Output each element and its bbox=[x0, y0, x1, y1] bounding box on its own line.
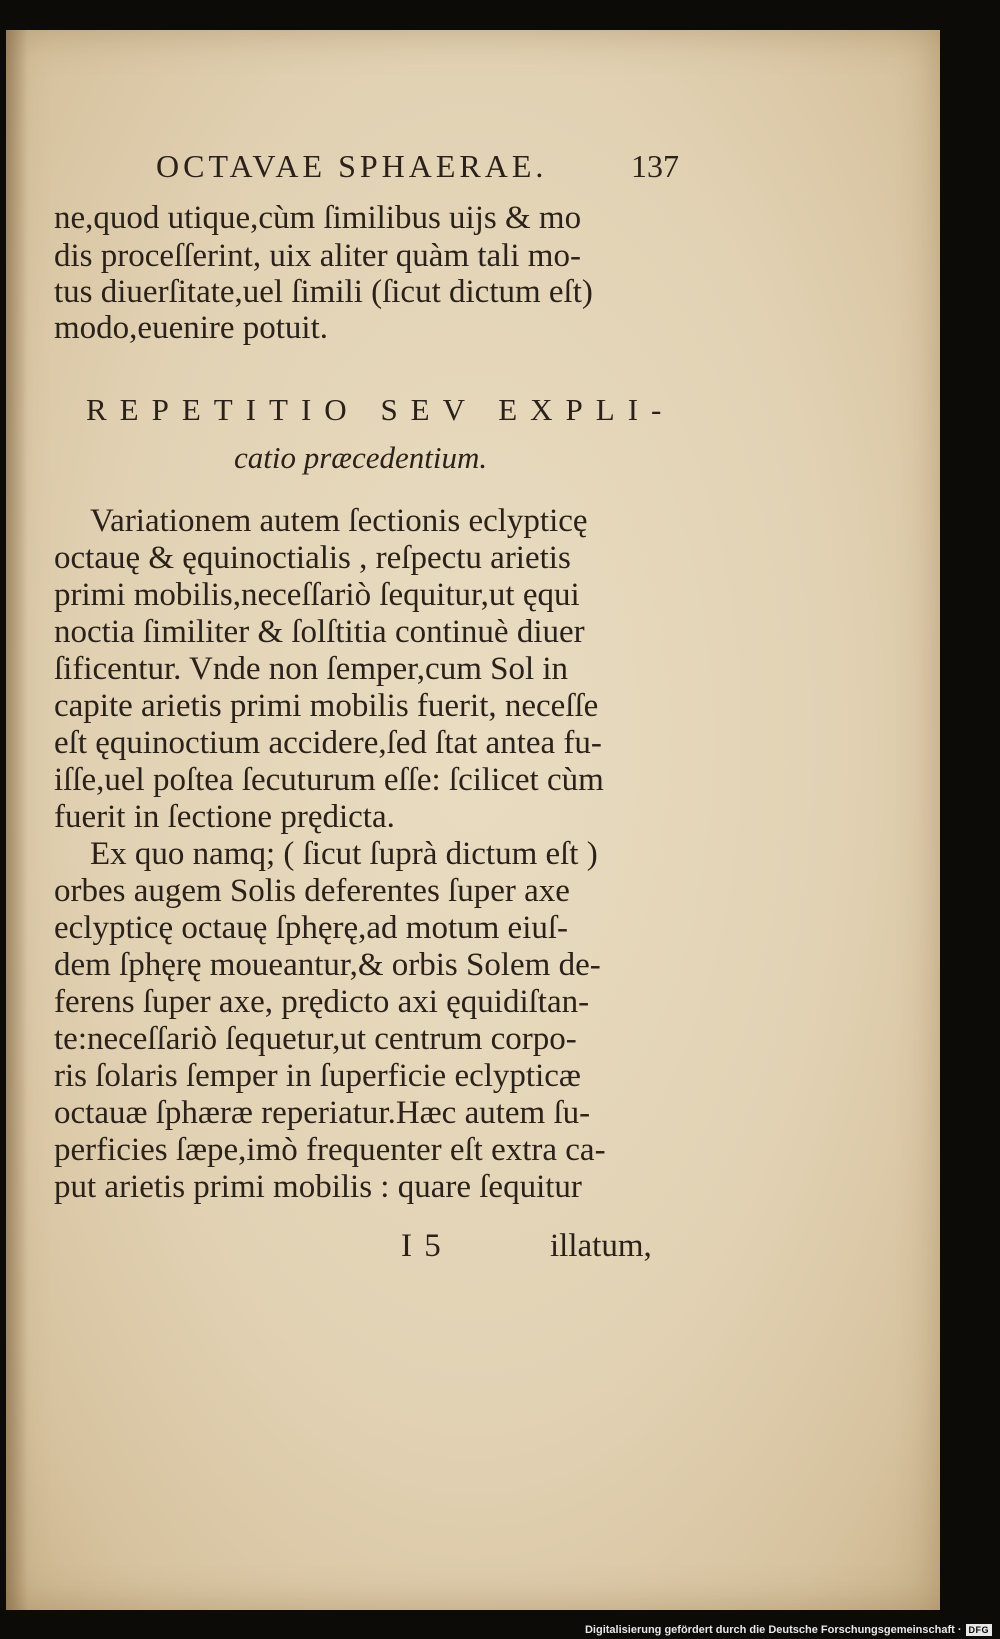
text-line: tus diuerſitate,uel ſimili (ſicut dictum eſt) bbox=[54, 274, 593, 310]
page-number: 137 bbox=[631, 148, 679, 184]
text-line: capite arietis primi mobilis fuerit, neceſſe bbox=[54, 688, 599, 724]
text-line: Variationem autem ſectionis eclypticę bbox=[90, 503, 588, 539]
dfg-logo-icon: DFG bbox=[966, 1624, 993, 1636]
text-line: ſificentur. Vnde non ſemper,cum Sol in bbox=[54, 651, 569, 687]
text-line: noctia ſimiliter & ſolſtitia continuè diuer bbox=[54, 614, 585, 650]
text-line: eclypticę octauę ſphęrę,ad motum eiuſ- bbox=[54, 910, 569, 946]
running-head: OCTAVAE SPHAERAE. bbox=[156, 148, 548, 184]
text-line: te:neceſſariò ſequetur,ut centrum corpo- bbox=[54, 1021, 577, 1057]
signature-mark: I 5 bbox=[401, 1228, 443, 1264]
digitization-credit bbox=[585, 1624, 992, 1636]
text-line: eſt ęquinoctium accidere,ſed ſtat antea fu- bbox=[54, 725, 602, 761]
text-line: put arietis primi mobilis : quare ſequitur bbox=[54, 1169, 582, 1205]
text-line: ne,quod utique,cùm ſimilibus uijs & mo bbox=[54, 200, 582, 236]
text-line: octauę & ęquinoctialis , reſpectu arietis bbox=[54, 540, 571, 576]
text-line: ferens ſuper axe, prędicto axi ęquidiſtan- bbox=[54, 984, 590, 1020]
text-line: fuerit in ſectione prędicta. bbox=[54, 799, 395, 835]
text-line: dem ſphęrę moueantur,& orbis Solem de- bbox=[54, 947, 601, 983]
book-page bbox=[6, 30, 940, 1610]
text-line: octauæ ſphæræ reperiatur.Hæc autem ſu- bbox=[54, 1095, 591, 1131]
text-line: Ex quo namq; ( ſicut ſuprà dictum eſt ) bbox=[90, 836, 598, 872]
text-line: dis proceſſerint, uix aliter quàm tali mo- bbox=[54, 238, 581, 274]
text-line: ris ſolaris ſemper in ſuperficie eclypticæ bbox=[54, 1058, 581, 1094]
catchword: illatum, bbox=[550, 1228, 652, 1264]
text-line: modo,euenire potuit. bbox=[54, 310, 329, 346]
credit-text: Digitalisierung gefördert durch die Deutsche Forschungsgemeinschaft · bbox=[584, 1624, 962, 1636]
section-heading: REPETITIO SEV EXPLI- bbox=[86, 392, 675, 427]
section-subheading: catio præcedentium. bbox=[234, 440, 488, 475]
text-line: orbes augem Solis deferentes ſuper axe bbox=[54, 873, 570, 909]
text-line: iſſe,uel poſtea ſecuturum eſſe: ſcilicet cùm bbox=[54, 762, 604, 798]
text-line: perficies ſæpe,imò frequenter eſt extra ca- bbox=[54, 1132, 606, 1168]
text-line: primi mobilis,neceſſariò ſequitur,ut ęqui bbox=[54, 577, 580, 613]
